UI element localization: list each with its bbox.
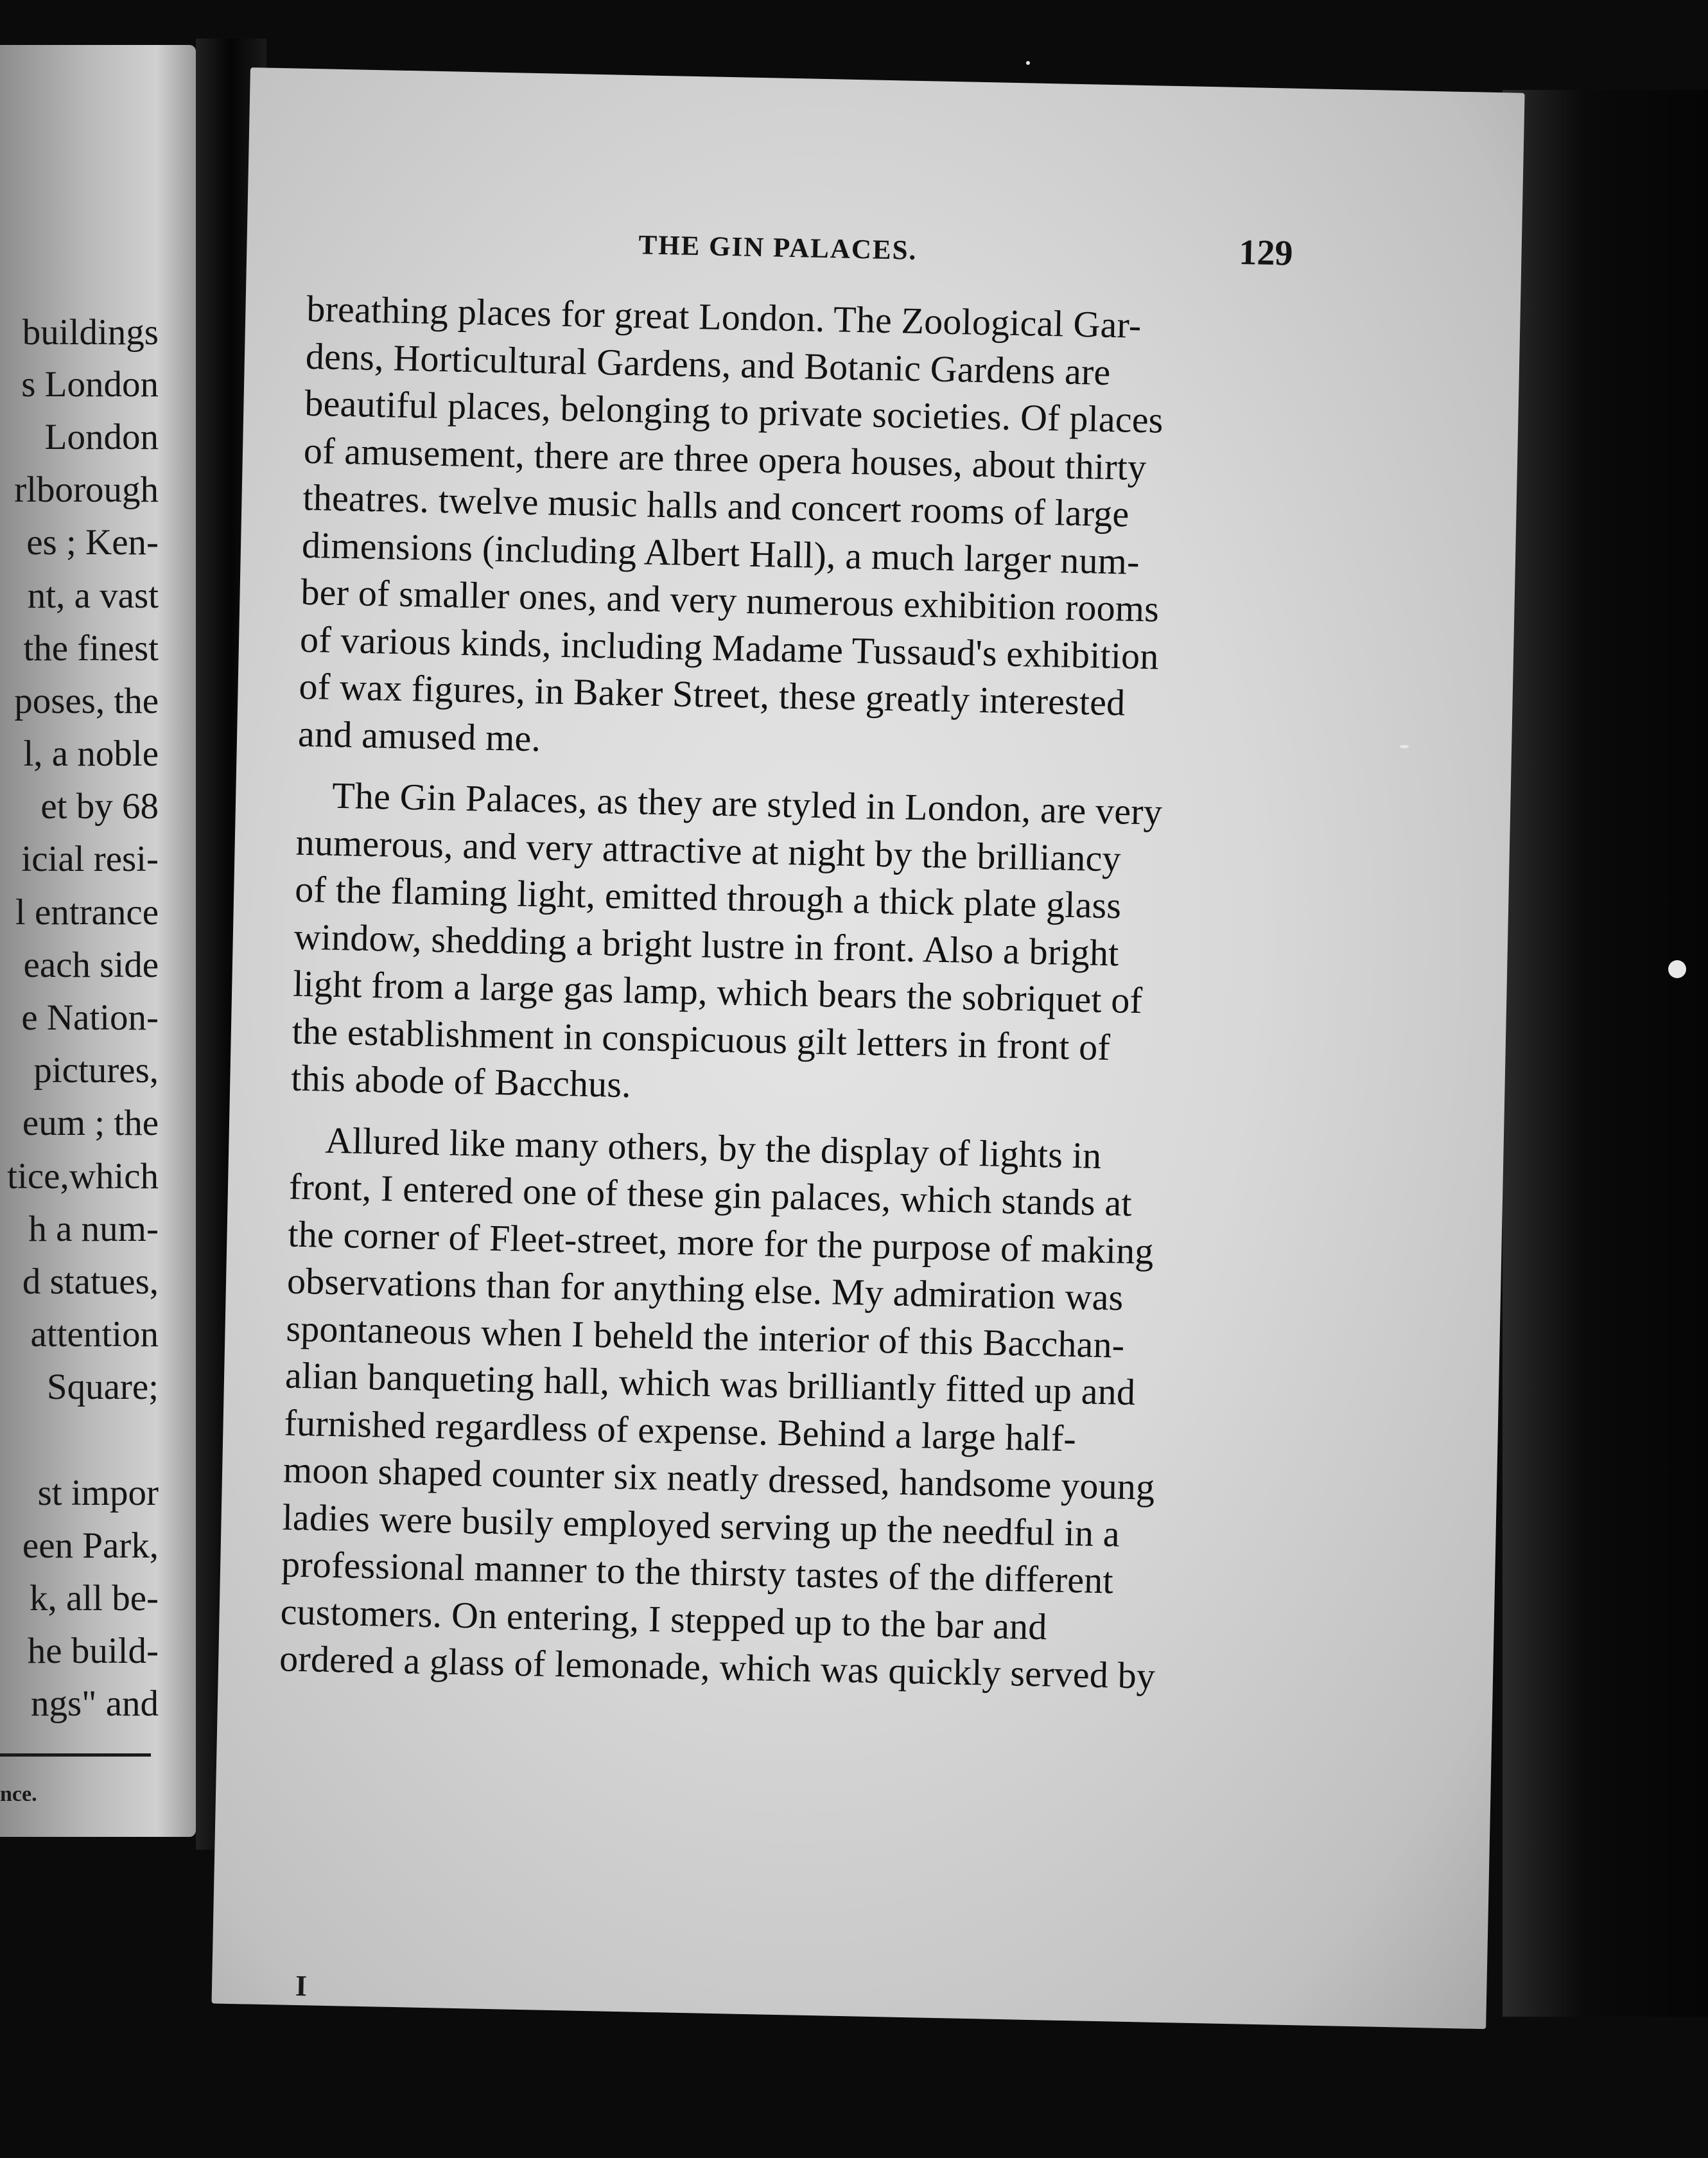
right-page bbox=[211, 67, 1524, 2029]
left-page-line: rlborough bbox=[14, 469, 159, 510]
left-page-line: tice,which bbox=[7, 1156, 159, 1197]
body-line: of wax figures, in Baker Street, these greatly interested bbox=[299, 665, 1126, 724]
left-page-line: l entrance bbox=[15, 892, 159, 933]
body-line: of various kinds, including Madame Tussaud's exhibition bbox=[299, 618, 1160, 678]
body-line: The Gin Palaces, as they are styled in London, are very bbox=[331, 774, 1163, 833]
left-page-line: es ; Ken- bbox=[26, 522, 159, 563]
body-line: theatres. twelve music halls and concert rooms of large bbox=[302, 476, 1130, 535]
body-line: alian banqueting hall, which was brilliantly fitted up and bbox=[284, 1354, 1136, 1414]
body-line: and amused me. bbox=[297, 712, 541, 759]
left-page-line: attention bbox=[30, 1314, 159, 1355]
left-page-line: poses, the bbox=[14, 681, 159, 721]
left-page-line: d statues, bbox=[22, 1261, 159, 1302]
left-page-line: the finest bbox=[23, 628, 159, 669]
signature-mark: I bbox=[295, 1969, 308, 2003]
body-line: front, I entered one of these gin palaces, which stands at bbox=[288, 1165, 1133, 1224]
body-line: the corner of Fleet-street, more for the purpose of making bbox=[287, 1213, 1155, 1272]
scan-speck bbox=[1668, 960, 1686, 978]
body-line: observations than for anything else. My admiration was bbox=[286, 1259, 1124, 1319]
page-number: 129 bbox=[1238, 232, 1294, 274]
body-line: this abode of Bacchus. bbox=[290, 1057, 632, 1106]
left-page-line: buildings bbox=[22, 312, 159, 353]
body-line: light from a large gas lamp, which bears the sobriquet of bbox=[292, 962, 1143, 1022]
left-page-line: Square; bbox=[46, 1367, 159, 1407]
left-page-line: eum ; the bbox=[22, 1103, 159, 1143]
left-page-line: et by 68 bbox=[40, 786, 159, 827]
body-line: moon shaped counter six neatly dressed, handsome young bbox=[283, 1448, 1155, 1508]
body-line: professional manner to the thirsty tastes of the different bbox=[281, 1543, 1114, 1602]
body-line: spontaneous when I beheld the interior of this Bacchan- bbox=[285, 1307, 1125, 1366]
body-line: breathing places for great London. The Zoological Gar- bbox=[306, 287, 1142, 346]
left-page-line: l, a noble bbox=[23, 733, 159, 774]
body-line: customers. On entering, I stepped up to the bar and bbox=[280, 1590, 1048, 1647]
left-page-line: he build- bbox=[27, 1631, 159, 1671]
body-line: of amusement, there are three opera houses, about thirty bbox=[303, 429, 1147, 488]
body-line: furnished regardless of expense. Behind a large half- bbox=[284, 1401, 1077, 1459]
body-line: of the flaming light, emitted through a thick plate glass bbox=[294, 868, 1122, 927]
left-page-line: icial resi- bbox=[21, 839, 159, 879]
body-line: ber of smaller ones, and very numerous exhibition rooms bbox=[300, 570, 1160, 630]
body-line: numerous, and very attractive at night by the brilliancy bbox=[295, 821, 1122, 879]
footnote-rule bbox=[0, 1753, 151, 1757]
body-line: dens, Horticultural Gardens, and Botanic Gardens are bbox=[305, 335, 1111, 393]
left-footnote: nce. bbox=[0, 1782, 37, 1806]
left-page-line: e Nation- bbox=[21, 997, 159, 1038]
body-line: beautiful places, belonging to private societies. Of places bbox=[304, 382, 1164, 441]
scan-speck bbox=[1400, 745, 1409, 748]
body-line: Allured like many others, by the display of lights in bbox=[324, 1119, 1102, 1177]
left-page-line: London bbox=[44, 417, 159, 457]
scan-speck bbox=[1026, 61, 1030, 65]
left-facing-page bbox=[0, 45, 196, 1837]
body-line: ladies were busily employed serving up the needful in a bbox=[282, 1495, 1120, 1555]
running-header: THE GIN PALACES. bbox=[638, 230, 918, 266]
body-line: the establishment in conspicuous gilt letters in front of bbox=[292, 1010, 1111, 1068]
left-page-line: h a num- bbox=[28, 1209, 159, 1249]
body-line: ordered a glass of lemonade, which was quickly served by bbox=[279, 1637, 1156, 1697]
body-line: dimensions (including Albert Hall), a much larger num- bbox=[301, 523, 1140, 583]
left-page-line: each side bbox=[23, 945, 159, 985]
right-edge-shadow bbox=[1503, 90, 1708, 2017]
left-page-line: nt, a vast bbox=[27, 575, 159, 616]
left-page-line: st impor bbox=[37, 1473, 159, 1513]
left-page-line: een Park, bbox=[22, 1525, 159, 1566]
left-page-line: s London bbox=[21, 364, 159, 405]
left-page-line: ngs" and bbox=[31, 1683, 159, 1724]
left-page-line: pictures, bbox=[33, 1050, 159, 1091]
left-page-line: k, all be- bbox=[29, 1578, 159, 1619]
body-line: window, shedding a bright lustre in front. Also a bright bbox=[293, 915, 1120, 974]
